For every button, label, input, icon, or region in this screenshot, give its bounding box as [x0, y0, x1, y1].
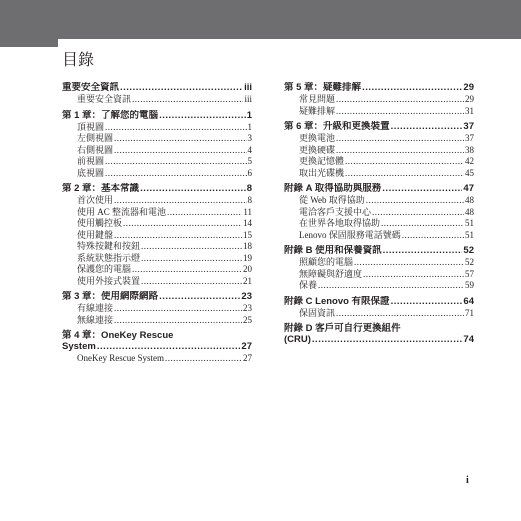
toc-dot-leader — [159, 110, 246, 122]
toc-dot-leader — [345, 156, 464, 168]
toc-section-entry[interactable] — [62, 264, 252, 276]
toc-chapter-page: 23 — [241, 291, 252, 302]
toc-chapter-page: iii — [244, 82, 252, 93]
toc-chapter-page: 37 — [463, 121, 474, 132]
toc-dot-leader — [132, 94, 243, 106]
toc-section-page: 29 — [465, 94, 474, 104]
toc-chapter-title: 第 5 章：疑難排解 — [284, 82, 362, 93]
toc-dot-leader — [382, 183, 462, 195]
toc-section-page: 31 — [465, 105, 474, 116]
toc-chapter — [62, 110, 252, 180]
toc-section-title: 電洽客戶支援中心 — [299, 206, 372, 217]
toc-chapter-title: 附錄 C Lenovo 有限保證 — [284, 295, 390, 307]
toc-section-entry[interactable] — [62, 253, 252, 265]
toc-dot-leader — [336, 106, 464, 118]
toc-section-entry[interactable] — [284, 133, 474, 145]
toc-section-page: 25 — [243, 314, 252, 325]
toc-section-title: 更換電池 — [299, 133, 336, 143]
toc-section-entry[interactable] — [284, 168, 474, 180]
toc-section-entry[interactable] — [62, 156, 252, 168]
toc-chapter-page: 29 — [463, 82, 474, 93]
toc-section-title: 保固資訊 — [299, 307, 336, 318]
toc-chapter-title: 重要安全資訊 — [62, 82, 120, 93]
toc-chapter-entry[interactable] — [62, 82, 252, 94]
toc-dot-leader — [114, 315, 242, 327]
toc-dot-leader — [391, 121, 463, 133]
toc-section-title: 使用 AC 整流器和電池 — [77, 206, 167, 217]
toc-dot-leader — [366, 195, 464, 207]
toc-section-title: 保養 — [299, 280, 318, 290]
toc-section-entry[interactable] — [62, 303, 252, 315]
toc-section-entry[interactable] — [62, 207, 252, 219]
toc-section-title: 首次使用 — [77, 195, 114, 205]
toc-chapter-page: 27 — [241, 341, 252, 352]
toc-chapter-entry[interactable] — [284, 82, 474, 94]
toc-section-entry[interactable] — [62, 353, 252, 365]
toc-section-page: 21 — [243, 275, 252, 286]
toc-chapter-title: 附錄 A 取得協助與服務 — [284, 183, 382, 194]
toc-section-title: 無線連接 — [77, 314, 114, 325]
toc-dot-leader — [312, 334, 463, 346]
toc-section-title: 使用鍵盤 — [77, 229, 114, 240]
toc-chapter — [284, 296, 474, 320]
toc-section-title: 系統狀態指示燈 — [77, 252, 141, 263]
toc-chapter-title: System — [62, 341, 96, 352]
toc-dot-leader — [105, 156, 246, 168]
toc-section-entry[interactable] — [284, 195, 474, 207]
toc-section-title: 使用外接式裝置 — [77, 275, 141, 286]
toc-section-page: 48 — [465, 206, 474, 217]
toc-section-page: 15 — [243, 229, 252, 240]
toc-dot-leader — [141, 241, 242, 253]
toc-chapter-title-line1[interactable]: 第 4 章：OneKey Rescue — [62, 330, 174, 341]
toc-chapter-page: 47 — [463, 183, 474, 194]
toc-section-title: OneKey Rescue System — [77, 353, 164, 363]
toc-chapter — [284, 245, 474, 292]
toc-section-title: 更換記憶體 — [299, 156, 345, 166]
toc-dot-leader — [336, 133, 464, 145]
toc-section-entry[interactable] — [284, 156, 474, 168]
toc-chapter-entry[interactable] — [284, 334, 474, 346]
toc-dot-leader — [381, 218, 464, 230]
toc-dot-leader — [336, 145, 464, 157]
toc-dot-leader — [123, 218, 242, 230]
toc-section-page: 5 — [247, 156, 252, 166]
toc-section-page: 11 — [243, 206, 252, 217]
toc-dot-leader — [372, 207, 464, 219]
toc-section-page: iii — [244, 94, 252, 104]
header-banner — [0, 0, 521, 39]
toc-chapter-entry[interactable] — [284, 121, 474, 133]
toc-section-page: 3 — [247, 133, 252, 143]
toc-section-entry[interactable] — [62, 168, 252, 180]
toc-chapter-title: 第 3 章：使用網際網路 — [62, 291, 159, 302]
toc-chapter-entry[interactable] — [284, 296, 474, 308]
toc-section-title: 無障礙與舒適度 — [299, 268, 363, 279]
toc-dot-leader — [120, 82, 243, 94]
toc-section-entry[interactable] — [62, 241, 252, 253]
toc-chapter-page: 64 — [463, 295, 474, 307]
toc-chapter — [284, 82, 474, 117]
toc-dot-leader — [363, 269, 464, 281]
toc-section-page: 8 — [247, 195, 252, 205]
toc-chapter-page: 1 — [246, 109, 252, 121]
toc-section-page: 4 — [247, 144, 252, 155]
toc-chapter-title-line1[interactable]: 附錄 D 客戶可自行更換組件 — [284, 323, 401, 334]
toc-section-entry[interactable] — [284, 257, 474, 269]
toc-section-entry[interactable] — [62, 94, 252, 106]
toc-dot-leader — [140, 183, 246, 195]
toc-chapter-page: 52 — [463, 245, 474, 256]
toc-dot-leader — [114, 303, 242, 315]
toc-section-page: 23 — [243, 303, 252, 313]
toc-section-title: 底視圖 — [77, 167, 105, 178]
toc-dot-leader — [105, 122, 246, 134]
toc-section-title: 前視圖 — [77, 156, 105, 166]
toc-section-title: Lenovo 保固服務電話號碼 — [299, 229, 401, 240]
toc-dot-leader — [114, 230, 242, 242]
page-number: i — [466, 475, 469, 486]
toc-section-page: 1 — [247, 121, 252, 132]
toc-section-page: 20 — [243, 264, 252, 274]
toc-dot-leader — [336, 308, 464, 320]
toc-chapter — [62, 291, 252, 326]
toc-chapter-title: (CRU) — [284, 334, 311, 345]
toc-section-entry[interactable] — [284, 230, 474, 242]
toc-dot-leader — [402, 230, 464, 242]
toc-section-title: 照顧您的電腦 — [299, 257, 354, 267]
toc-section-entry[interactable] — [62, 315, 252, 327]
toc-chapter-entry[interactable] — [62, 291, 252, 303]
toc-dot-leader — [114, 133, 246, 145]
toc-chapter-entry[interactable] — [62, 341, 252, 353]
toc-section-title: 在世界各地取得協助 — [299, 218, 381, 228]
toc-chapter-title: 第 2 章：基本常識 — [62, 183, 140, 194]
toc-dot-leader — [165, 353, 242, 365]
toc-section-title: 取出光碟機 — [299, 167, 345, 178]
toc-section-page: 6 — [247, 167, 252, 178]
toc-section-title: 常見問題 — [299, 94, 336, 104]
toc-section-entry[interactable] — [62, 195, 252, 207]
toc-dot-leader — [383, 245, 463, 257]
toc-section-entry[interactable] — [284, 106, 474, 118]
toc-chapter-page: 74 — [463, 334, 474, 345]
toc-dot-leader — [336, 94, 464, 106]
toc-right-column — [284, 82, 474, 350]
toc-dot-leader — [132, 264, 242, 276]
toc-dot-leader — [345, 168, 464, 180]
toc-section-page: 51 — [465, 229, 474, 240]
toc-section-title: 疑難排解 — [299, 105, 336, 116]
toc-dot-leader — [141, 253, 242, 265]
toc-section-title: 保護您的電腦 — [77, 264, 132, 274]
toc-section-entry[interactable] — [284, 207, 474, 219]
toc-section-entry[interactable] — [284, 269, 474, 281]
toc-section-title: 有線連接 — [77, 303, 114, 313]
toc-section-entry[interactable] — [62, 133, 252, 145]
toc-chapter-title: 附錄 B 使用和保養資訊 — [284, 245, 382, 256]
toc-section-title: 右側視圖 — [77, 144, 114, 155]
toc-section-page: 57 — [465, 268, 474, 279]
toc-chapter-entry[interactable] — [62, 110, 252, 122]
toc-dot-leader — [105, 168, 246, 180]
toc-dot-leader — [114, 195, 246, 207]
toc-section-page: 51 — [465, 218, 474, 228]
toc-section-page: 19 — [243, 252, 252, 263]
toc-dot-leader — [97, 341, 241, 353]
toc-section-entry[interactable] — [284, 145, 474, 157]
toc-section-title: 頂視圖 — [77, 121, 105, 132]
toc-section-page: 37 — [465, 133, 474, 143]
toc-section-page: 27 — [243, 353, 252, 363]
toc-section-entry[interactable] — [62, 276, 252, 288]
toc-dot-leader — [114, 145, 246, 157]
toc-section-entry[interactable] — [62, 122, 252, 134]
toc-section-page: 45 — [465, 167, 474, 178]
toc-section-title: 更換硬碟 — [299, 144, 336, 155]
toc-section-title: 左側視圖 — [77, 133, 114, 143]
toc-section-page: 14 — [243, 218, 252, 228]
toc-section-entry[interactable] — [284, 280, 474, 292]
header-banner-tab — [0, 39, 58, 47]
toc-chapter — [62, 330, 252, 365]
toc-section-page: 42 — [465, 156, 474, 166]
toc-chapter-entry[interactable] — [62, 183, 252, 195]
toc-chapter-title: 第 1 章：了解您的電腦 — [62, 109, 159, 121]
toc-section-entry[interactable] — [62, 218, 252, 230]
toc-section-entry[interactable] — [284, 94, 474, 106]
toc-section-entry[interactable] — [62, 230, 252, 242]
toc-section-page: 71 — [465, 307, 474, 318]
toc-section-entry[interactable] — [284, 308, 474, 320]
toc-section-page: 18 — [243, 241, 252, 251]
toc-title: 目錄 — [62, 50, 95, 69]
toc-dot-leader — [362, 82, 462, 94]
toc-section-page: 59 — [465, 280, 474, 290]
toc-chapter-title: 第 6 章：升級和更換裝置 — [284, 121, 390, 132]
toc-section-page: 52 — [465, 257, 474, 267]
toc-section-title: 特殊按鍵和按鈕 — [77, 241, 141, 251]
toc-dot-leader — [354, 257, 464, 269]
toc-section-page: 48 — [465, 195, 474, 205]
toc-chapter-entry[interactable] — [284, 183, 474, 195]
toc-chapter — [284, 323, 474, 346]
toc-chapter — [62, 183, 252, 287]
toc-dot-leader — [167, 207, 242, 219]
toc-chapter-page: 8 — [246, 183, 252, 194]
toc-chapter — [284, 121, 474, 179]
toc-dot-leader — [318, 280, 464, 292]
toc-section-entry[interactable] — [284, 218, 474, 230]
toc-section-page: 38 — [465, 144, 474, 155]
toc-dot-leader — [159, 291, 240, 303]
toc-chapter — [284, 183, 474, 241]
toc-dot-leader — [391, 296, 463, 308]
toc-chapter — [62, 82, 252, 106]
toc-chapter-entry[interactable] — [284, 245, 474, 257]
toc-section-entry[interactable] — [62, 145, 252, 157]
toc-dot-leader — [141, 276, 242, 288]
toc-section-title: 重要安全資訊 — [77, 94, 132, 104]
toc-left-column — [62, 82, 252, 369]
toc-section-title: 使用觸控板 — [77, 218, 123, 228]
toc-section-title: 從 Web 取得協助 — [299, 195, 365, 205]
